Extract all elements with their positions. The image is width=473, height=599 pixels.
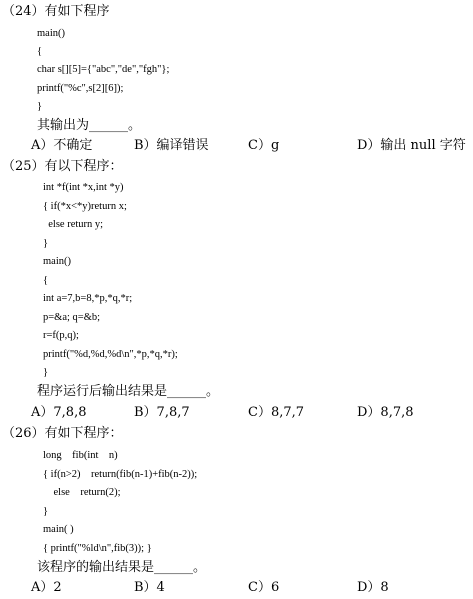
option-c: C）8,7,7 bbox=[248, 405, 305, 420]
code-line: printf("%c",s[2][6]); bbox=[37, 83, 124, 94]
option-d: D）8,7,8 bbox=[357, 405, 414, 420]
code-line: { bbox=[43, 275, 49, 286]
code-line: } bbox=[37, 101, 43, 112]
code-line: } bbox=[43, 367, 49, 378]
code-line: else return(2); bbox=[43, 487, 121, 498]
option-c: C）g bbox=[248, 138, 280, 153]
code-line: long fib(int n) bbox=[43, 450, 118, 461]
code-line: r=f(p,q); bbox=[43, 330, 79, 341]
option-d: D）8 bbox=[357, 580, 389, 595]
question-25-header: （25）有以下程序： bbox=[2, 159, 123, 174]
option-a: A）7,8,8 bbox=[31, 405, 87, 420]
question-26-prompt: 该程序的输出结果是______。 bbox=[37, 560, 207, 575]
code-line: char s[][5]={"abc","de","fgh"}; bbox=[37, 64, 170, 75]
option-a: A）不确定 bbox=[31, 138, 93, 153]
code-line: { printf("%ld\n",fib(3)); } bbox=[43, 543, 152, 554]
option-b: B）编译错误 bbox=[134, 138, 209, 153]
code-line: { if(n>2) return(fib(n-1)+fib(n-2)); bbox=[43, 469, 198, 480]
question-24-prompt: 其输出为______。 bbox=[37, 118, 142, 133]
option-a: A）2 bbox=[31, 580, 62, 595]
code-line: main( ) bbox=[43, 524, 74, 535]
question-26-header: （26）有如下程序： bbox=[2, 426, 123, 441]
code-line: main() bbox=[37, 28, 65, 39]
option-b: B）7,8,7 bbox=[134, 405, 190, 420]
code-line: } bbox=[43, 506, 49, 517]
question-24-header: （24）有如下程序 bbox=[2, 4, 110, 19]
code-line: { if(*x<*y)return x; bbox=[43, 201, 127, 212]
option-b: B）4 bbox=[134, 580, 165, 595]
code-line: else return y; bbox=[43, 219, 104, 230]
code-line: p=&a; q=&b; bbox=[43, 312, 101, 323]
code-line: main() bbox=[43, 256, 71, 267]
option-d: D）输出 null 字符 bbox=[357, 138, 466, 153]
code-line: { bbox=[37, 46, 43, 57]
option-c: C）6 bbox=[248, 580, 280, 595]
code-line: int *f(int *x,int *y) bbox=[43, 182, 124, 193]
code-line: int a=7,b=8,*p,*q,*r; bbox=[43, 293, 133, 304]
code-line: } bbox=[43, 238, 49, 249]
question-25-prompt: 程序运行后输出结果是______。 bbox=[37, 384, 220, 399]
code-line: printf("%d,%d,%d\n",*p,*q,*r); bbox=[43, 349, 178, 360]
